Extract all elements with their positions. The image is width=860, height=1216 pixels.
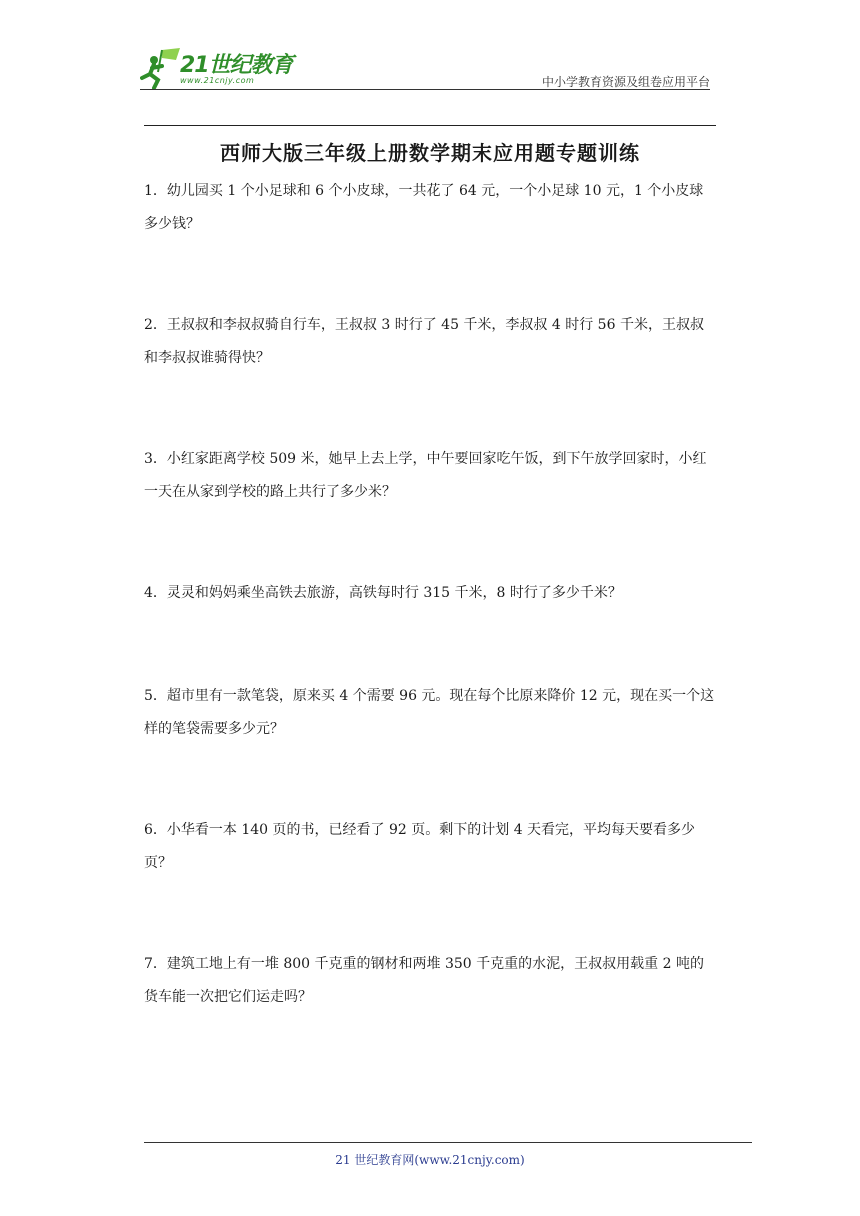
question-1: 1．幼儿园买 1 个小足球和 6 个小皮球，一共花了 64 元，一个小足球 10 元，1 个小皮球多少钱？ xyxy=(144,183,704,232)
question-6: 6．小华看一本 140 页的书，已经看了 92 页。剩下的计划 4 天看完，平均每天要看多少页？ xyxy=(144,822,696,871)
question-7: 7．建筑工地上有一堆 800 千克重的钢材和两堆 350 千克重的水泥，王叔叔用载重 2 吨的货车能一次把它们运走吗？ xyxy=(144,956,704,1005)
platform-label: 中小学教育资源及组卷应用平台 xyxy=(541,75,710,89)
logo-url: www.21cnjy.com xyxy=(180,76,255,85)
runner-flag-icon xyxy=(140,46,184,90)
logo xyxy=(140,46,310,90)
header-divider xyxy=(140,89,710,90)
logo-text: 21世纪教育 xyxy=(180,53,293,78)
question-5: 5．超市里有一款笔袋，原来买 4 个需要 96 元。现在每个比原来降价 12 元，现在买一个这样的笔袋需要多少元？ xyxy=(144,688,715,737)
question-4: 4．灵灵和妈妈乘坐高铁去旅游，高铁每时行 315 千米，8 时行了多少千米？ xyxy=(144,585,622,601)
title-divider xyxy=(144,125,716,126)
question-2: 2．王叔叔和李叔叔骑自行车，王叔叔 3 时行了 45 千米，李叔叔 4 时行 56 千米，王叔叔和李叔叔谁骑得快？ xyxy=(144,317,704,366)
page-title: 西师大版三年级上册数学期末应用题专题训练 xyxy=(220,141,640,165)
page-header xyxy=(0,0,860,100)
footer-divider xyxy=(144,1142,752,1143)
question-3: 3．小红家距离学校 509 米，她早上去上学，中午要回家吃午饭，到下午放学回家时，小红一天在从家到学校的路上共行了多少米？ xyxy=(144,451,707,500)
footer-text: 21 世纪教育网(www.21cnjy.com) xyxy=(335,1153,525,1167)
